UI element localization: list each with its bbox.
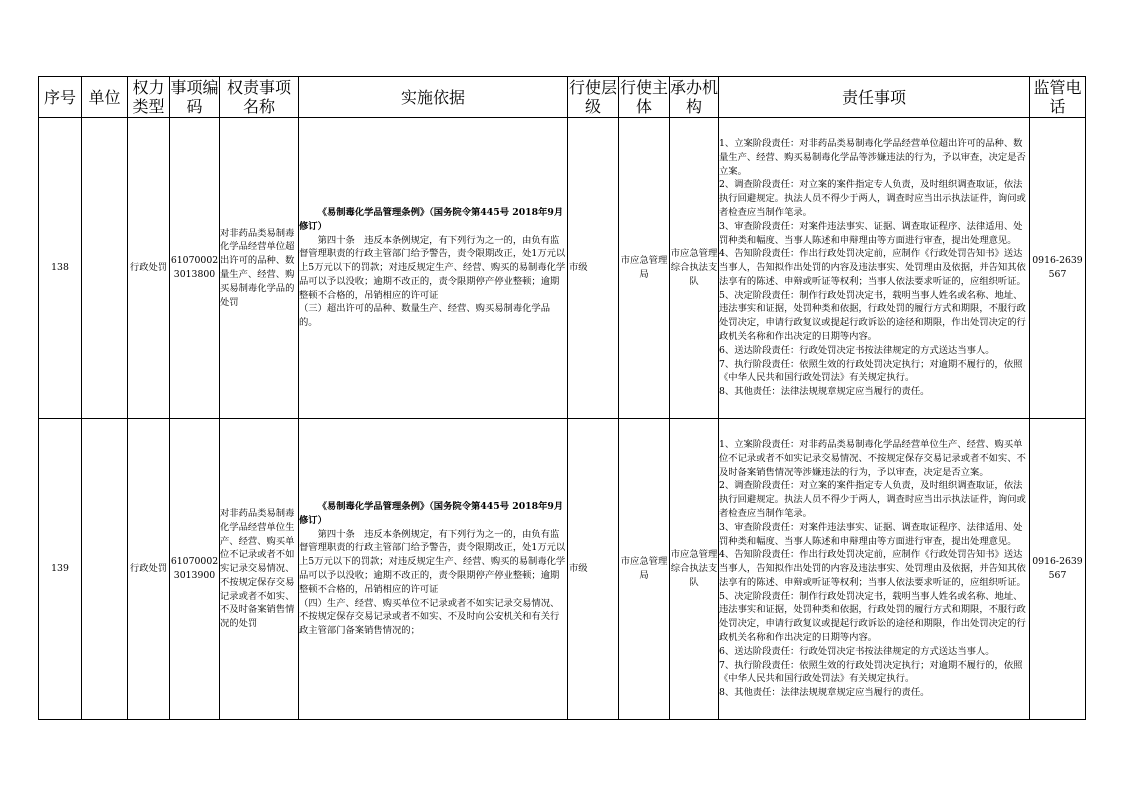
duty-item: 4、告知阶段责任：作出行政处罚决定前，应制作《行政处罚告知书》送达当事人，告知拟作出处罚的内容及违法事实、处罚理由及依据，并告知其依法享有的陈述、申辩或听证等权利；当事人依法要求听证的，应组织听证。 — [719, 248, 1026, 287]
duty-item: 4、告知阶段责任：作出行政处罚决定前，应制作《行政处罚告知书》送达当事人，告知拟作出处罚的内容及违法事实、处罚理由及依据，并告知其依法享有的陈述、申辩或听证等权利；当事人依法要求听证的，应组织听证。 — [719, 549, 1026, 588]
duty-item: 1、立案阶段责任：对非药品类易制毒化学品经营单位超出许可的品种、数量生产、经营、购买易制毒化学品等涉嫌违法的行为，予以审查，决定是否立案。 — [719, 137, 1026, 177]
header-power-type: 权力类型 — [128, 77, 170, 118]
header-unit: 单位 — [82, 77, 128, 118]
cell-seq: 139 — [39, 419, 82, 720]
duty-item: 7、执行阶段责任：依照生效的行政处罚决定执行；对逾期不履行的，依照《中华人民共和国行政处罚法》有关规定执行。 — [719, 659, 1023, 685]
cell-duty — [719, 118, 1030, 419]
cell-power-type: 行政处罚 — [128, 419, 170, 720]
duty-item: 5、决定阶段责任：制作行政处罚决定书，载明当事人姓名或名称、地址、违法事实和证据，处罚种类和依据，行政处罚的履行方式和期限，不服行政处罚决定，申请行政复议或提起行政诉讼的途径和期限，作出处罚决定的行政机关名称和作出决定的日期等内容。 — [719, 590, 1026, 644]
header-basis: 实施依据 — [299, 77, 568, 118]
cell-item-code: 610700023013800 — [170, 118, 220, 419]
header-subject: 行使主体 — [619, 78, 668, 116]
cell-item-code: 610700023013900 — [170, 419, 220, 720]
cell-unit — [82, 118, 128, 419]
header-level: 行使层级 — [568, 78, 617, 116]
cell-undertaker: 市应急管理综合执法支队 — [670, 419, 719, 720]
cell-seq: 138 — [39, 118, 82, 419]
duty-item: 6、送达阶段责任：行政处罚决定书按法律规定的方式送达当事人。 — [719, 344, 995, 356]
cell-subject: 市应急管理局 — [619, 118, 670, 419]
basis-text: 第四十条 违反本条例规定，有下列行为之一的，由负有监督管理职责的行政主管部门给予警告，责令限期改正，处1万元以上5万元以下的罚款；对违反规定生产、经营、购买的易制毒化学品可以予以没收；逾期不改正的，责令限期停产停业整顿；逾期整顿不合格的，吊销相应的许可证 — [299, 234, 566, 301]
duty-item: 8、其他责任：法律法规规章规定应当履行的责任。 — [719, 687, 930, 699]
duty-item: 8、其他责任：法律法规规章规定应当履行的责任。 — [719, 386, 930, 398]
cell-unit — [82, 419, 128, 720]
cell-item-name: 对非药品类易制毒化学品经营单位超出许可的品种、数量生产、经营、购买易制毒化学品的处罚 — [220, 118, 299, 419]
header-duty: 责任事项 — [719, 77, 1030, 118]
header-item-name: 权责事项名称 — [220, 77, 299, 118]
responsibility-table — [38, 76, 1086, 720]
basis-title: 《易制毒化学品管理条例》（国务院令第445号 2018年9月修订） — [299, 206, 564, 232]
basis-text: 第四十条 违反本条例规定，有下列行为之一的，由负有监督管理职责的行政主管部门给予警告，责令限期改正，处1万元以上5万元以下的罚款；对违反规定生产、经营、购买的易制毒化学品可以予以没收；逾期不改正的，责令限期停产停业整顿；逾期整顿不合格的，吊销相应的许可证 — [299, 528, 566, 595]
duty-item: 3、审查阶段责任：对案件违法事实、证据、调查取证程序、法律适用、处罚种类和幅度、当事人陈述和申辩理由等方面进行审查，提出处理意见。 — [719, 220, 1023, 246]
table-row — [39, 419, 1086, 720]
header-item-code: 事项编码 — [170, 78, 219, 116]
cell-subject: 市应急管理局 — [619, 419, 670, 720]
basis-item: （四）生产、经营、购买单位不记录或者不如实记录交易情况、不按规定保存交易记录或者不如实、不及时向公安机关和有关行政主管部门备案销售情况的； — [299, 597, 560, 637]
duty-item: 5、决定阶段责任：制作行政处罚决定书，载明当事人姓名或名称、地址、违法事实和证据，处罚种类和依据，行政处罚的履行方式和期限，不服行政处罚决定，申请行政复议或提起行政诉讼的途径和期限，作出处罚决定的行政机关名称和作出决定的日期等内容。 — [719, 289, 1026, 343]
cell-item-name: 对非药品类易制毒化学品经营单位生产、经营、购买单位不记录或者不如实记录交易情况、不按规定保存交易记录或者不如实、不及时备案销售情况的处罚 — [220, 419, 299, 720]
table-header-row — [39, 77, 1086, 118]
cell-duty — [719, 419, 1030, 720]
header-seq: 序号 — [39, 77, 82, 118]
cell-phone: 0916-2639567 — [1030, 419, 1086, 720]
cell-basis — [299, 419, 568, 720]
header-undertaker: 承办机构 — [670, 78, 719, 116]
table-row — [39, 118, 1086, 419]
cell-basis — [299, 118, 568, 419]
basis-item: （三）超出许可的品种、数量生产、经营、购买易制毒化学品的。 — [299, 303, 551, 329]
cell-level: 市级 — [568, 118, 619, 419]
duty-item: 2、调查阶段责任：对立案的案件指定专人负责，及时组织调查取证，依法执行回避规定。执法人员不得少于两人，调查时应当出示执法证件，询问或者检查应当制作笔录。 — [719, 179, 1026, 218]
cell-undertaker: 市应急管理综合执法支队 — [670, 118, 719, 419]
cell-phone: 0916-2639567 — [1030, 118, 1086, 419]
duty-item: 7、执行阶段责任：依照生效的行政处罚决定执行；对逾期不履行的，依照《中华人民共和国行政处罚法》有关规定执行。 — [719, 358, 1023, 384]
cell-level: 市级 — [568, 419, 619, 720]
basis-title: 《易制毒化学品管理条例》（国务院令第445号 2018年9月修订） — [299, 501, 564, 526]
duty-item: 2、调查阶段责任：对立案的案件指定专人负责，及时组织调查取证，依法执行回避规定。执法人员不得少于两人，调查时应当出示执法证件，询问或者检查应当制作笔录。 — [719, 480, 1026, 519]
duty-item: 1、立案阶段责任：对非药品类易制毒化学品经营单位生产、经营、购买单位不记录或者不如实记录交易情况、不按规定保存交易记录或者不如实、不及时备案销售情况等涉嫌违法的行为，予以审查，决定是否立案。 — [719, 438, 1026, 478]
duty-item: 6、送达阶段责任：行政处罚决定书按法律规定的方式送达当事人。 — [719, 645, 995, 657]
header-phone: 监管电话 — [1030, 77, 1086, 118]
cell-power-type: 行政处罚 — [128, 118, 170, 419]
duty-item: 3、审查阶段责任：对案件违法事实、证据、调查取证程序、法律适用、处罚种类和幅度、当事人陈述和申辩理由等方面进行审查，提出处理意见。 — [719, 521, 1023, 547]
